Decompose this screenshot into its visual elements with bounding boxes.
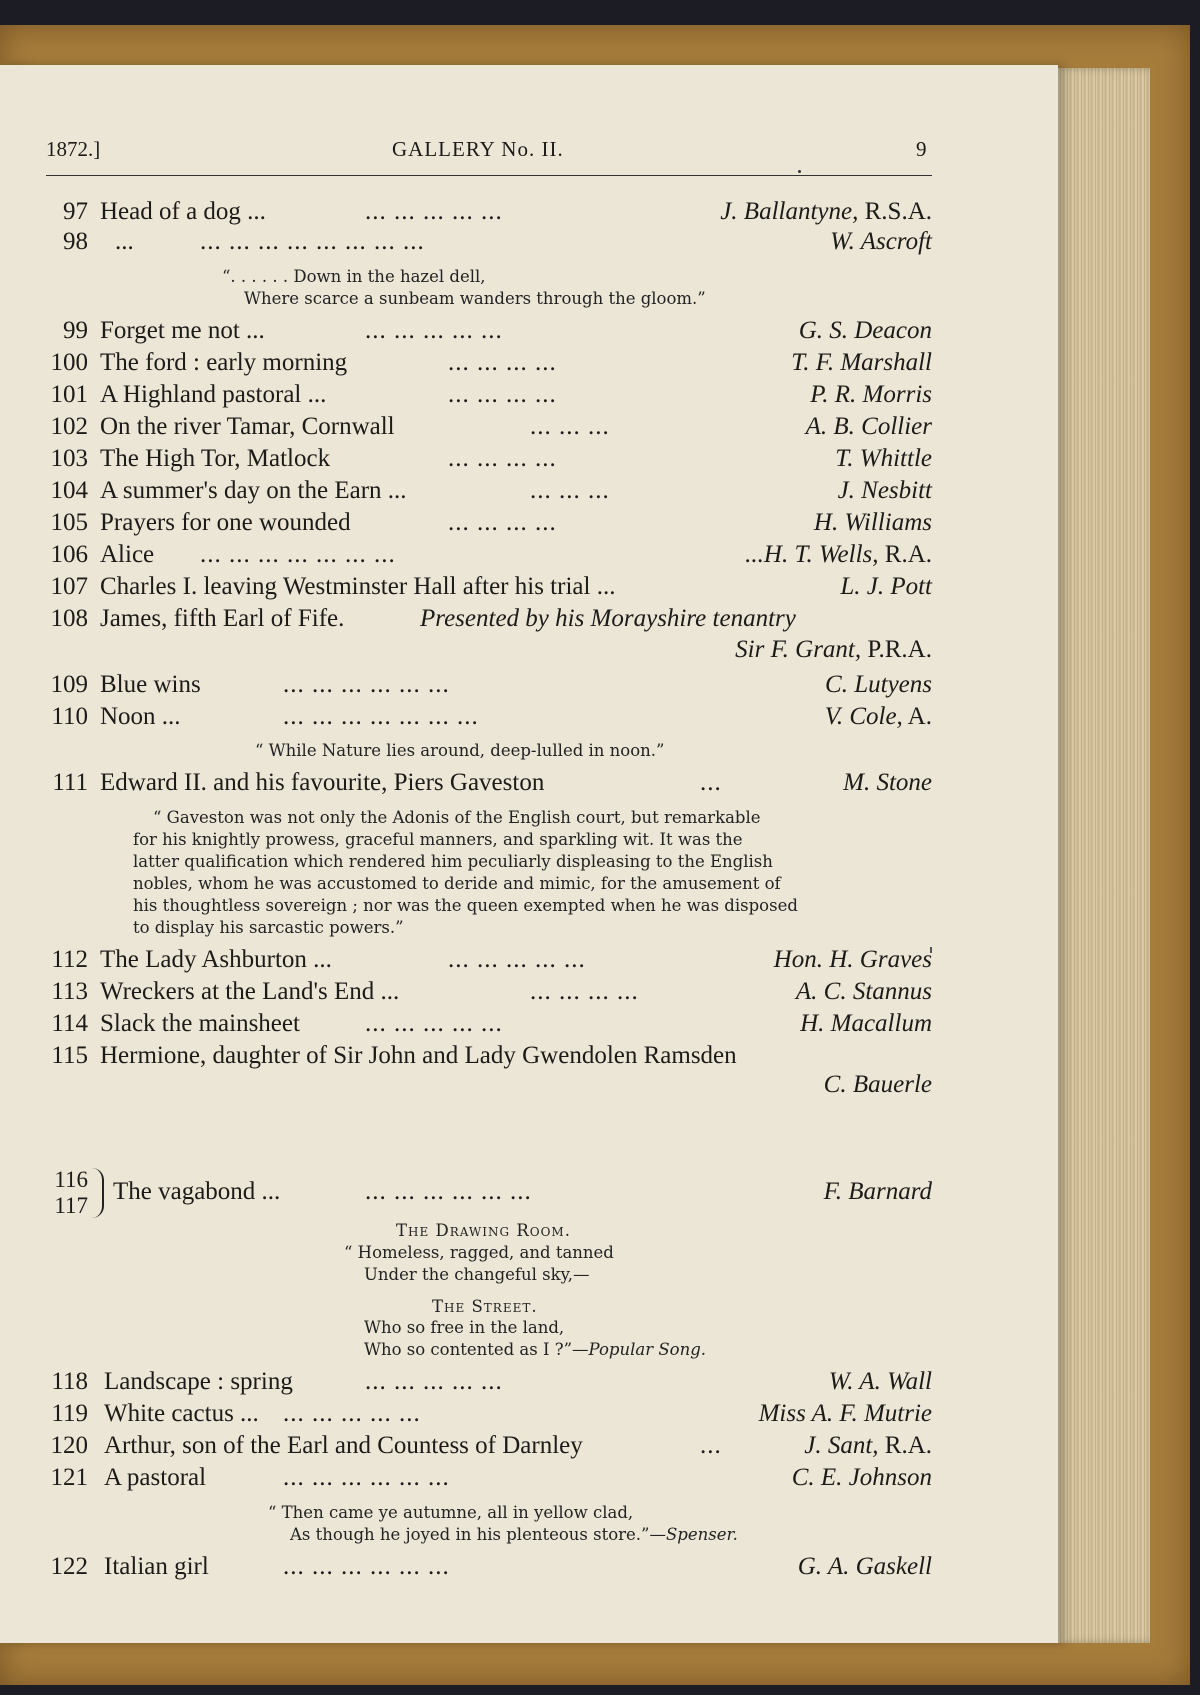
entry-title: A Highland pastoral ... (100, 381, 327, 408)
entry-title: Italian girl (104, 1553, 209, 1580)
entry-artist: A. C. Stannus (795, 978, 932, 1005)
entry-number: 116 (54, 1167, 88, 1192)
entry-artist: H. Macallum (800, 1010, 932, 1037)
entry-title: The ford : early morning (100, 349, 348, 376)
leader-dots: ... ... ... ... ... (365, 1368, 503, 1395)
quote-line: “. . . . . . Down in the hazel dell, (222, 267, 486, 286)
leader-dots: ... ... ... ... ... ... (283, 1553, 450, 1580)
entry-title: Landscape : spring (104, 1368, 293, 1395)
leader-dots: ... ... ... ... ... ... ... (200, 541, 396, 568)
entry-number: 102 (50, 413, 88, 440)
entry-title: A pastoral (104, 1464, 207, 1491)
entry-title: The High Tor, Matlock (100, 445, 331, 472)
entry-title: ... (115, 228, 134, 255)
entry-artist: J. Nesbitt (837, 477, 932, 504)
leader-dots: ... ... ... ... ... ... (283, 1464, 450, 1491)
entry-number: 105 (50, 509, 88, 536)
quote-line: Who so free in the land, (364, 1318, 565, 1337)
quote-line: Under the changeful sky,— (364, 1265, 590, 1284)
entry-number: 109 (50, 671, 88, 698)
entry-title: James, fifth Earl of Fife. (100, 605, 345, 632)
entry-number: 103 (50, 445, 88, 472)
leader-dots: ... (700, 769, 722, 796)
quote-line: “ Then came ye autumne, all in yellow clad, (268, 1503, 634, 1522)
entry-artist: Miss A. F. Mutrie (758, 1400, 932, 1427)
entry-number: 119 (51, 1400, 88, 1427)
entry-number: 112 (51, 946, 88, 973)
entry-artist: C. E. Johnson (791, 1464, 932, 1491)
quote-line: for his knightly prowess, graceful manners, and sparkling wit. It was the (133, 830, 743, 849)
entry-number: 100 (50, 349, 88, 376)
entry-number: 115 (51, 1042, 88, 1069)
entry-artist: Hon. H. Graves (773, 946, 932, 973)
entry-title: Blue wins (100, 671, 201, 698)
header-rule (46, 175, 932, 176)
leader-dots: ... ... ... ... ... ... (365, 1178, 532, 1205)
entry-artist: W. A. Wall (828, 1368, 932, 1395)
quote-heading: The Drawing Room. (396, 1221, 571, 1240)
leader-dots: ... ... ... ... ... (283, 1400, 421, 1427)
entry-artist: W. Ascroft (830, 228, 932, 255)
entry-title: White cactus ... (104, 1400, 259, 1427)
quote-line: nobles, whom he was accustomed to deride and mimic, for the amusement of (133, 874, 781, 893)
ink-speck (798, 170, 801, 173)
leader-dots: ... ... ... (530, 413, 610, 440)
entry-title: Noon ... (100, 703, 181, 730)
header-year: 1872.] (46, 137, 101, 161)
catalogue-page (0, 65, 1058, 1643)
quote-line: As though he joyed in his plenteous store.”—Spenser. (290, 1525, 738, 1544)
entry-artist: J. Ballantyne, R.S.A. (720, 198, 932, 225)
entry-artist: G. A. Gaskell (797, 1553, 932, 1580)
header-page-number: 9 (916, 137, 927, 161)
entry-artist: M. Stone (843, 769, 932, 796)
quote-line: “ Homeless, ragged, and tanned (344, 1243, 614, 1262)
leader-dots: ... ... ... ... ... (365, 317, 503, 344)
entry-artist: J. Sant, R.A. (804, 1432, 932, 1459)
entry-number: 110 (51, 703, 88, 730)
entry-number: 117 (54, 1193, 88, 1218)
entry-artist: L. J. Pott (840, 573, 932, 600)
entry-artist: C. Bauerle (823, 1071, 932, 1098)
entry-artist: T. Whittle (835, 445, 932, 472)
leader-dots: ... ... ... ... (530, 978, 639, 1005)
entry-artist: Sir F. Grant, P.R.A. (735, 636, 932, 663)
leader-dots: ... ... ... ... ... (448, 946, 586, 973)
leader-dots: ... ... ... ... ... ... ... (283, 703, 479, 730)
entry-title: Charles I. leaving Westminster Hall after his trial ... (100, 573, 616, 600)
quote-line: to display his sarcastic powers.” (133, 918, 404, 937)
entry-title: A summer's day on the Earn ... (100, 477, 407, 504)
entry-note: Presented by his Morayshire tenantry (420, 605, 796, 632)
quote-line: Who so contented as I ?”—Popular Song. (364, 1340, 707, 1359)
leader-dots: ... ... ... (530, 477, 610, 504)
entry-number: 114 (51, 1010, 88, 1037)
quote-line: “ While Nature lies around, deep-lulled in noon.” (255, 741, 665, 760)
quote-heading: The Street. (432, 1297, 538, 1316)
entry-number: 106 (50, 541, 88, 568)
entry-title: Slack the mainsheet (100, 1010, 300, 1037)
entry-title: Forget me not ... (100, 317, 265, 344)
entry-artist: C. Lutyens (825, 671, 932, 698)
entry-number: 107 (50, 573, 88, 600)
entry-title: Head of a dog ... (100, 198, 266, 225)
quote-line: latter qualification which rendered him peculiarly displeasing to the English (133, 852, 773, 871)
leader-dots: ... ... ... ... ... (365, 198, 503, 225)
quote-line: his thoughtless sovereign ; nor was the queen exempted when he was disposed (133, 896, 798, 915)
entry-number: 120 (50, 1432, 88, 1459)
entry-number: 122 (50, 1553, 88, 1580)
entry-number: 99 (63, 317, 88, 344)
entry-artist: A. B. Collier (805, 413, 932, 440)
entry-title: Prayers for one wounded (100, 509, 351, 536)
quote-line: “ Gaveston was not only the Adonis of the English court, but remarkable (153, 808, 761, 827)
leader-dots: ... ... ... ... ... ... ... ... (200, 228, 425, 255)
entry-title: Wreckers at the Land's End ... (100, 978, 400, 1005)
entry-title: Edward II. and his favourite, Piers Gaveston (100, 769, 545, 796)
entry-title: Arthur, son of the Earl and Countess of Darnley (104, 1432, 583, 1459)
entry-number: 101 (50, 381, 88, 408)
entry-title: The vagabond ... (113, 1178, 281, 1205)
leader-dots: ... ... ... ... (448, 445, 557, 472)
entry-title: Alice (100, 541, 155, 568)
entry-title: The Lady Ashburton ... (100, 946, 332, 973)
entry-artist: H. Williams (813, 509, 932, 536)
entry-number: 97 (63, 198, 88, 225)
entry-artist: F. Barnard (823, 1178, 932, 1205)
brace-symbol (92, 1168, 104, 1218)
header-title: GALLERY No. II. (392, 137, 564, 161)
leader-dots: ... (700, 1432, 722, 1459)
leader-dots: ... ... ... ... ... ... (283, 671, 450, 698)
leader-dots: ... ... ... ... (448, 349, 557, 376)
quote-line: Where scarce a sunbeam wanders through the gloom.” (244, 289, 706, 308)
entry-artist: G. S. Deacon (798, 317, 932, 344)
entry-number: 111 (52, 769, 88, 796)
entry-title: On the river Tamar, Cornwall (100, 413, 395, 440)
entry-artist: T. F. Marshall (791, 349, 932, 376)
entry-number: 113 (51, 978, 88, 1005)
entry-artist: V. Cole, A. (824, 703, 932, 730)
entry-title: Hermione, daughter of Sir John and Lady Gwendolen Ramsden (100, 1042, 737, 1069)
leader-dots: ... ... ... ... (448, 509, 557, 536)
entry-artist: P. R. Morris (810, 381, 932, 408)
entry-number: 104 (50, 477, 88, 504)
entry-artist: ...H. T. Wells, R.A. (745, 541, 932, 568)
entry-number: 118 (51, 1368, 88, 1395)
entry-number: 121 (50, 1464, 88, 1491)
leader-dots: ... ... ... ... (448, 381, 557, 408)
entry-number: 98 (63, 228, 88, 255)
leader-dots: ... ... ... ... ... (365, 1010, 503, 1037)
entry-number: 108 (50, 605, 88, 632)
